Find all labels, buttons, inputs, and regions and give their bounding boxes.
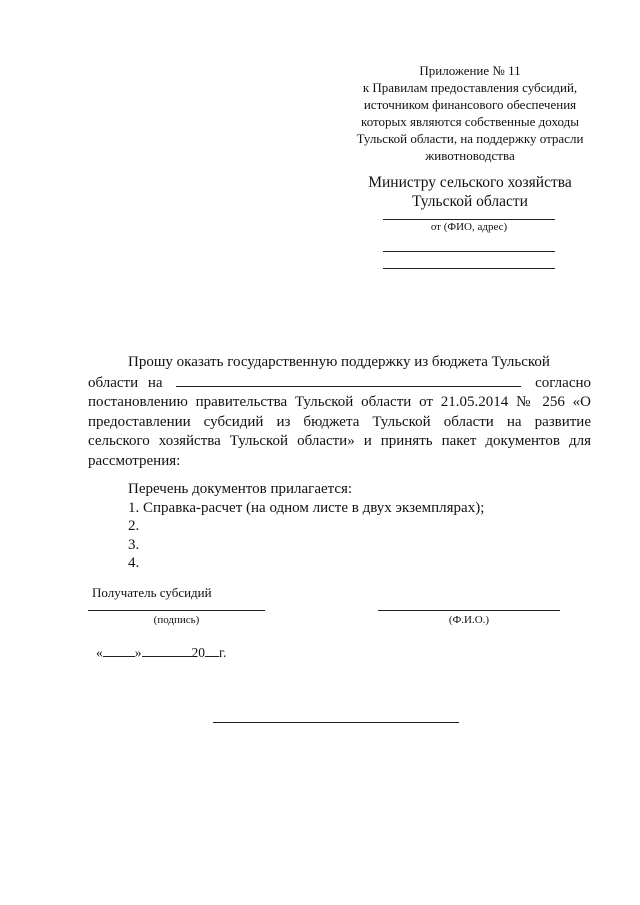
document-item: 3.: [128, 536, 140, 553]
documents-heading: Перечень документов прилагается:: [128, 481, 353, 497]
document-item: 1. Справка-расчет (на одном листе в двух экземплярах);: [128, 499, 485, 516]
date-year-blank: [205, 645, 219, 657]
request-paragraph: [88, 353, 591, 471]
document-item: 4.: [128, 555, 140, 571]
full-name-caption: (Ф.И.О.): [448, 614, 490, 626]
date-close-quote: »: [134, 645, 142, 660]
date-field: [96, 645, 226, 661]
documents-list: [128, 480, 484, 573]
sender-address-line-2: [383, 268, 555, 269]
appendix-line: к Правилам предоставления субсидий,: [362, 80, 578, 95]
full-name-line: [378, 610, 560, 611]
request-second-line: [88, 373, 591, 394]
date-year-suffix: г.: [219, 645, 227, 660]
signature-caption: (подпись): [153, 614, 200, 626]
from-caption: от (ФИО, адрес): [430, 221, 508, 233]
appendix-line: источником финансового обеспечения: [363, 97, 577, 112]
date-day-blank: [103, 645, 135, 657]
appendix-line: животноводства: [425, 148, 515, 163]
request-body-text: постановлению правительства Тульской области от 21.05.2014 № 256 «О предоставлении субсидий из бюджета Тульской области на развитие сельского хозяйства Тульской области» и принять пакет документов для рассмотрения:: [88, 394, 591, 469]
sender-name-line: [383, 219, 555, 220]
sender-address-line-1: [383, 251, 555, 252]
signature-line: [88, 610, 265, 611]
appendix-line: которых являются собственные доходы: [361, 114, 579, 129]
request-according-text: согласно: [535, 374, 592, 391]
addressee-line: Тульской области: [412, 193, 528, 210]
date-year-prefix: 20: [191, 645, 205, 660]
date-month-blank: [142, 645, 192, 657]
date-open-quote: «: [96, 645, 103, 660]
appendix-line: Тульской области, на поддержку отрасли: [356, 131, 584, 146]
recipient-label: Получатель субсидий: [92, 585, 212, 600]
support-purpose-blank: [176, 373, 521, 387]
document-item: 2.: [128, 518, 140, 534]
footer-line: [213, 722, 459, 723]
request-region-text: области на: [88, 374, 163, 391]
addressee-block: [330, 173, 610, 211]
addressee-line: Министру сельского хозяйства: [368, 174, 572, 191]
appendix-header: [320, 62, 620, 164]
appendix-line: Приложение № 11: [419, 63, 521, 78]
request-first-line: Прошу оказать государственную поддержку из бюджета Тульской: [128, 354, 550, 370]
